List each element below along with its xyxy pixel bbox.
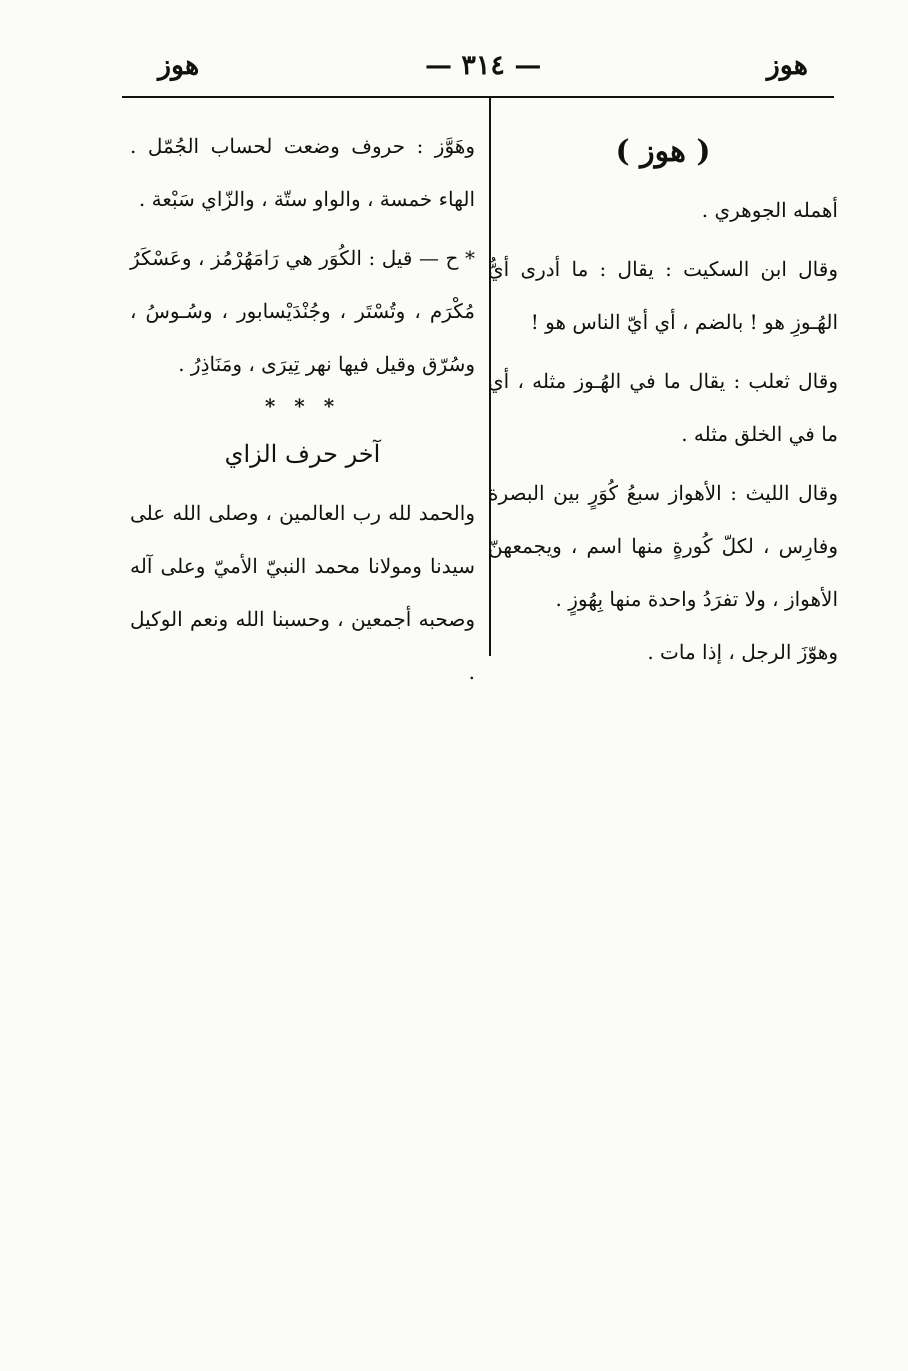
paragraph: وقال ابن السكيت : يقال : ما أدرى أيُّ الهُـوزِ هو ! بالضم ، أي أيّ الناس هو ! <box>488 257 838 334</box>
paragraph: أهمله الجوهري . <box>701 198 838 222</box>
header-rule <box>122 96 834 98</box>
left-column <box>130 120 475 699</box>
paragraph: وقال ثعلب : يقال ما في الهُـوز مثله ، أي ما في الخلق مثله . <box>488 369 838 446</box>
right-column <box>488 120 838 679</box>
paragraph: وهَوَّز : حروف وضعت لحساب الجُمّل . الهاء خمسة ، والواو ستّة ، والزّاي سَبْعة . <box>130 134 475 211</box>
page-number: — ٣١٤ — <box>425 50 542 81</box>
running-header-right: هوز <box>766 50 808 81</box>
paragraph: وهوّزَ الرجل ، إذا مات . <box>647 640 838 664</box>
paragraph: وقال الليث : الأهواز سبعُ كُوَرٍ بين البصرة وفارِس ، لكلّ كُورةٍ منها اسم ، ويجمعهنّ الأهواز ، ولا تفرَدُ واحدة منها بِهُوزٍ . <box>488 481 838 611</box>
section-title: آخر حرف الزاي <box>224 440 381 468</box>
section-separator: * * * <box>264 394 341 418</box>
entry-heading: ( هوز ) <box>615 134 711 169</box>
running-header-left: هوز <box>158 50 200 81</box>
paragraph: * ح — قيل : الكُوَر هي رَامَهُرْمُز ، وعَسْكَرُ مُكْرَم ، وتُسْتَر ، وجُنْدَيْسابور ، وسُـوسُ ، وسُرّق وقيل فيها نهر تِيرَى ، ومَنَاذِرُ . <box>130 246 475 376</box>
paragraph: والحمد لله رب العالمين ، وصلى الله على سيدنا ومولانا محمد النبيّ الأميّ وعلى آله وصحبه أجمعين ، وحسبنا الله ونعم الوكيل . <box>130 501 475 684</box>
